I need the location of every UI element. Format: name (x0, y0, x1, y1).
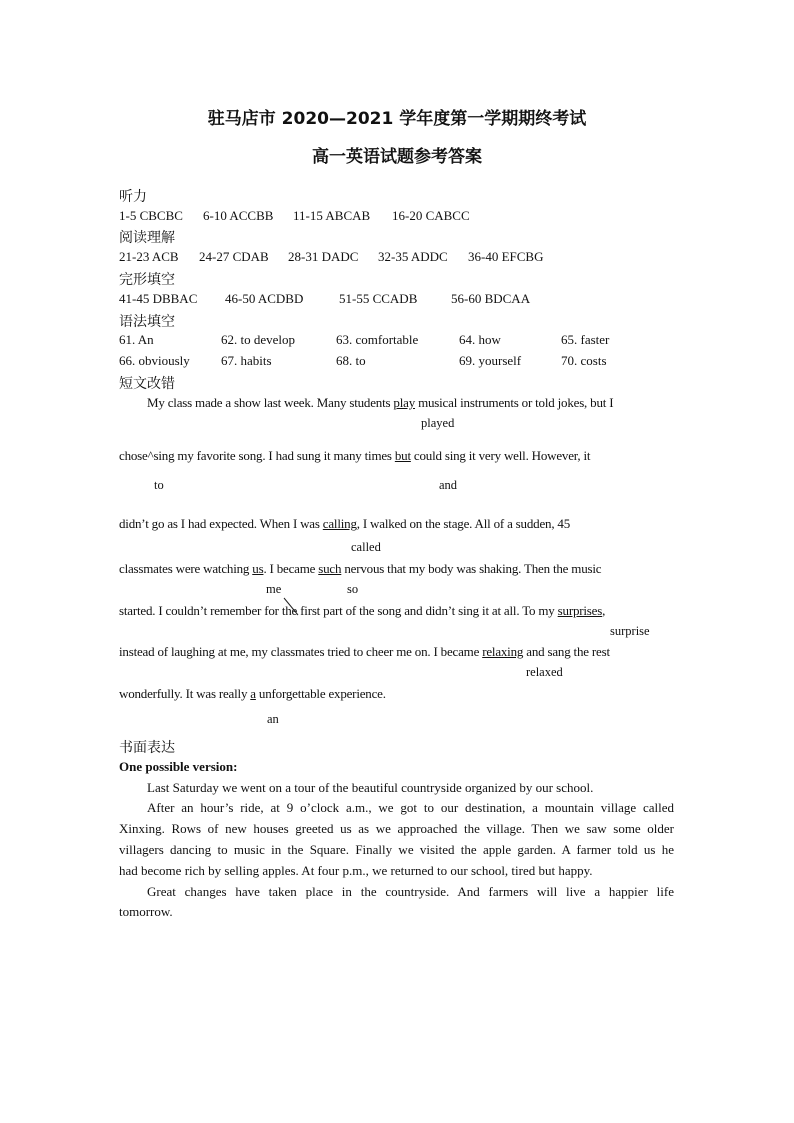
answer-group: 51-55 CCADB (339, 291, 418, 306)
answer-group: 1-5 CBCBC (119, 208, 183, 223)
correction-word: me (266, 582, 282, 596)
writing-paragraph-1: Last Saturday we went on a tour of the beautiful countryside organized by our school. (147, 780, 594, 795)
correction-line-1: My class made a show last week. Many students play musical instruments or told jokes, but I (147, 395, 614, 410)
correction-word: and (439, 478, 458, 492)
answer-group: 24-27 CDAB (199, 249, 269, 264)
correction-line-3: didn’t go as I had expected. When I was calling, I walked on the stage. All of a sudden, 45 (119, 516, 571, 531)
error-word: calling (322, 516, 357, 531)
writing-line: had become rich by selling apples. At four p.m., we returned to our school, tired but happy. (119, 863, 593, 878)
correction-word: called (351, 540, 381, 554)
section-heading-reading: 阅读理解 (119, 230, 175, 246)
writing-version-label: One possible version: (119, 759, 238, 774)
section-heading-correction: 短文改错 (119, 376, 175, 392)
error-word: such (318, 561, 342, 576)
correction-line-5: started. I couldn’t remember for the first part of the song and didn’t sing it at all. To my surprises, (119, 603, 606, 618)
correction-word: an (267, 712, 279, 726)
correction-line-6: instead of laughing at me, my classmates tried to cheer me on. I became relaxing and sang the rest (119, 644, 610, 659)
answer-item: 67. habits (221, 353, 272, 368)
answer-group: 16-20 CABCC (392, 208, 470, 223)
error-word: a (250, 686, 256, 701)
page-subtitle: 高一英语试题参考答案 (312, 147, 482, 167)
error-word: us (252, 561, 264, 576)
answer-item: 64. how (459, 332, 501, 347)
answer-item: 70. costs (561, 353, 607, 368)
error-word: play (393, 395, 416, 410)
answer-group: 6-10 ACCBB (203, 208, 274, 223)
section-heading-listening: 听力 (119, 189, 147, 205)
writing-line: Xinxing. Rows of new houses greeted us as we approached the village. Then we saw some older (119, 821, 674, 836)
correction-word: so (347, 582, 359, 596)
answer-item: 62. to develop (221, 332, 296, 347)
correction-line-7: wonderfully. It was really a unforgettable experience. (119, 686, 386, 701)
correction-line-2: chose^sing my favorite song. I had sung it many times but could sing it very well. However, it (119, 448, 591, 463)
error-word: relaxing (482, 644, 524, 659)
error-word: but (394, 448, 411, 463)
answer-item: 69. yourself (459, 353, 522, 368)
correction-line-4: classmates were watching us. I became such nervous that my body was shaking. Then the music (119, 561, 602, 576)
correction-word: relaxed (526, 665, 563, 679)
writing-line: villagers dancing to music in the Square. Finally we visited the apple garden. A farmer told us he (119, 842, 674, 857)
delete-mark-icon (282, 596, 302, 618)
section-heading-cloze: 完形填空 (119, 272, 175, 288)
answer-item: 65. faster (561, 332, 610, 347)
writing-line: After an hour’s ride, at 9 o’clock a.m., we got to our destination, a mountain village called (147, 800, 674, 815)
answer-group: 36-40 EFCBG (468, 249, 544, 264)
page-title: 驻马店市 2020—2021 学年度第一学期期终考试 (207, 109, 587, 129)
answer-group: 11-15 ABCAB (293, 208, 371, 223)
writing-line: Great changes have taken place in the countryside. And farmers will live a happier life (147, 884, 674, 899)
correction-word: surprise (610, 624, 650, 638)
answer-group: 46-50 ACDBD (225, 291, 304, 306)
answer-item: 66. obviously (119, 353, 190, 368)
writing-line: tomorrow. (119, 904, 173, 919)
answer-group: 28-31 DADC (288, 249, 359, 264)
answer-item: 61. An (119, 332, 154, 347)
answer-item: 68. to (336, 353, 366, 368)
section-heading-grammar: 语法填空 (119, 314, 175, 330)
section-heading-writing: 书面表达 (119, 740, 175, 756)
answer-group: 21-23 ACB (119, 249, 179, 264)
correction-word: to (154, 478, 164, 492)
answer-item: 63. comfortable (336, 332, 419, 347)
error-word: surprises (557, 603, 603, 618)
answer-group: 32-35 ADDC (378, 249, 448, 264)
correction-word: played (421, 416, 455, 430)
answer-group: 56-60 BDCAA (451, 291, 531, 306)
answer-group: 41-45 DBBAC (119, 291, 198, 306)
